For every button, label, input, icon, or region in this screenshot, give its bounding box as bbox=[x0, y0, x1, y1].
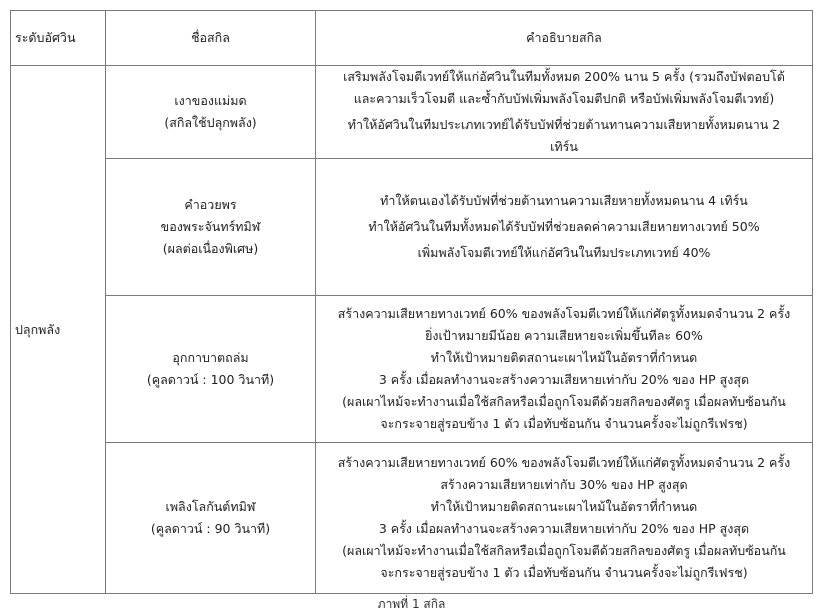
skill-subtitle: (คูลดาวน์ : 100 วินาที) bbox=[146, 372, 275, 387]
description-line: สร้างความเสียหายทางเวทย์ 60% ของพลังโจมตีเวทย์ให้แก่ศัตรูทั้งหมดจำนวน 2 ครั้ง bbox=[337, 455, 791, 470]
description-line: (ผลเผาไหม้จะทำงานเมื่อใช้สกิลหรือเมื่อถูกโจมตีด้วยสกิลของศัตรู เมื่อผลทับซ้อนกัน bbox=[342, 394, 786, 409]
table-row bbox=[11, 443, 813, 594]
description-line: ทำให้เป้าหมายติดสถานะเผาไหม้ในอัตราที่กำหนด bbox=[430, 499, 698, 514]
description-line: เพิ่มพลังโจมตีเวทย์ให้แก่อัศวินในทีมประเภทเวทย์ 40% bbox=[417, 245, 711, 260]
description-line: ทำให้ตนเองได้รับบัฟที่ช่วยต้านทานความเสียหายทั้งหมดนาน 4 เทิร์น bbox=[380, 193, 748, 208]
knight-level-cell: ปลุกพลัง bbox=[11, 66, 106, 594]
skill-name-line-2: ของพระจันทร์ทมิฬ bbox=[160, 219, 261, 234]
skill-name: เงาของแม่มด bbox=[174, 93, 247, 108]
description-line: สร้างความเสียหายทางเวทย์ 60% ของพลังโจมตีเวทย์ให้แก่ศัตรูทั้งหมดจำนวน 2 ครั้ง bbox=[337, 306, 791, 321]
description-line: 3 ครั้ง เมื่อผลทำงานจะสร้างความเสียหายเท่ากับ 20% ของ HP สูงสุด bbox=[378, 372, 750, 387]
table-row bbox=[11, 296, 813, 443]
description-line: จะกระจายสู่รอบข้าง 1 ตัว เมื่อทับซ้อนกัน จำนวนครั้งจะไม่ถูกรีเฟรช) bbox=[380, 565, 748, 580]
skill-name-cell bbox=[106, 296, 316, 443]
skill-description-cell bbox=[316, 443, 813, 594]
description-line: 3 ครั้ง เมื่อผลทำงานจะสร้างความเสียหายเท่ากับ 20% ของ HP สูงสุด bbox=[378, 521, 750, 536]
skill-name-cell bbox=[106, 443, 316, 594]
skill-subtitle: (สกิลใช้ปลุกพลัง) bbox=[164, 115, 257, 130]
skill-name-cell bbox=[106, 66, 316, 159]
description-line: และความเร็วโจมตี และซ้ำกับบัฟเพิ่มพลังโจมตีปกติ หรือบัฟเพิ่มพลังโจมตีเวทย์) bbox=[353, 91, 775, 106]
description-line: ยิ่งเป้าหมายมีน้อย ความเสียหายจะเพิ่มขึ้นทีละ 60% bbox=[425, 328, 703, 343]
table-row bbox=[11, 159, 813, 296]
description-line: เสริมพลังโจมตีเวทย์ให้แก่อัศวินในทีมทั้งหมด 200% นาน 5 ครั้ง (รวมถึงบัฟตอบโต้ bbox=[343, 69, 785, 84]
header-skill-name: ชื่อสกิล bbox=[106, 11, 316, 66]
description-line: เทิร์น bbox=[550, 139, 578, 154]
header-knight-level: ระดับอัศวิน bbox=[11, 11, 106, 66]
skill-description-cell bbox=[316, 296, 813, 443]
skill-name: เพลิงโลกันต์ทมิฬ bbox=[165, 499, 256, 514]
description-line: ทำให้อัศวินในทีมประเภทเวทย์ได้รับบัฟที่ช่วยต้านทานความเสียหายทั้งหมดนาน 2 bbox=[347, 117, 781, 132]
skill-subtitle: (คูลดาวน์ : 90 วินาที) bbox=[150, 521, 271, 536]
description-line: จะกระจายสู่รอบข้าง 1 ตัว เมื่อทับซ้อนกัน จำนวนครั้งจะไม่ถูกรีเฟรช) bbox=[380, 416, 748, 431]
description-line: (ผลเผาไหม้จะทำงานเมื่อใช้สกิลหรือเมื่อถูกโจมตีด้วยสกิลของศัตรู เมื่อผลทับซ้อนกัน bbox=[342, 543, 786, 558]
skill-description-cell bbox=[316, 66, 813, 159]
skill-name: คำอวยพร bbox=[184, 197, 237, 212]
description-line: สร้างความเสียหายเท่ากับ 30% ของ HP สูงสุด bbox=[440, 477, 688, 492]
description-line: ทำให้อัศวินในทีมทั้งหมดได้รับบัฟที่ช่วยลดค่าความเสียหายทางเวทย์ 50% bbox=[368, 219, 760, 234]
skill-name: อุกกาบาตถล่ม bbox=[172, 350, 249, 365]
skill-description-cell bbox=[316, 159, 813, 296]
skill-subtitle: (ผลต่อเนื่องพิเศษ) bbox=[162, 241, 259, 256]
image-caption: ภาพที่ 1 สกิล bbox=[377, 597, 446, 611]
table-row bbox=[11, 66, 813, 159]
skill-name-cell bbox=[106, 159, 316, 296]
header-skill-description: คำอธิบายสกิล bbox=[316, 11, 813, 66]
table-header-row bbox=[11, 11, 813, 66]
description-line: ทำให้เป้าหมายติดสถานะเผาไหม้ในอัตราที่กำหนด bbox=[430, 350, 698, 365]
skill-table bbox=[10, 10, 813, 594]
